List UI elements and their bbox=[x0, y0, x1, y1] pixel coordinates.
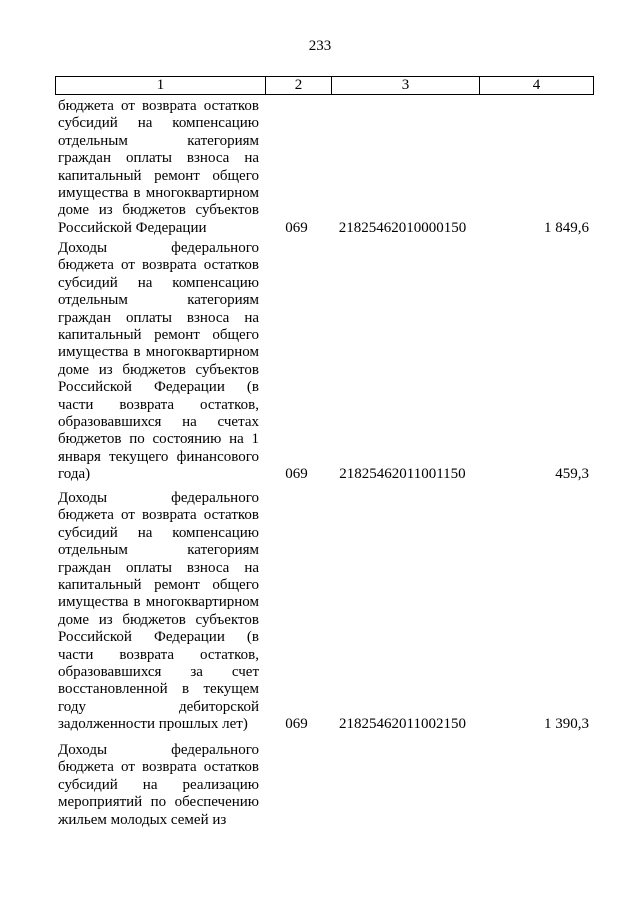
page-number: 233 bbox=[308, 38, 332, 54]
description-line: субсидий на компенсацию bbox=[58, 524, 259, 541]
description-line: бюджетов по состоянию на 1 bbox=[58, 431, 259, 448]
description-line: субсидий на реализацию bbox=[58, 776, 259, 793]
description-line: граждан оплаты взноса на bbox=[58, 309, 259, 326]
description-line: задолженности прошлых лет) bbox=[58, 716, 248, 733]
admin-code-cell: 069 bbox=[285, 716, 308, 733]
income-description bbox=[58, 742, 259, 829]
description-line: Российской Федерации (в bbox=[58, 629, 259, 646]
description-line: Российской Федерации bbox=[58, 219, 207, 236]
description-line: доме из бюджетов субъектов bbox=[58, 202, 259, 219]
description-line: субсидий на компенсацию bbox=[58, 274, 259, 291]
description-line: отдельным категориям bbox=[58, 132, 259, 149]
description-line: части возврата остатков, bbox=[58, 646, 259, 663]
description-line: году дебиторской bbox=[58, 698, 259, 715]
admin-code-cell: 069 bbox=[285, 219, 308, 236]
description-line: доме из бюджетов субъектов bbox=[58, 611, 259, 628]
budget-code-cell: 21825462011002150 bbox=[339, 716, 466, 733]
description-line: имущества в многоквартирном bbox=[58, 344, 259, 361]
budget-code-cell: 21825462011001150 bbox=[339, 466, 466, 483]
column-header-4: 4 bbox=[480, 77, 594, 95]
description-line: Российской Федерации (в bbox=[58, 379, 259, 396]
description-line: января текущего финансового bbox=[58, 448, 259, 465]
description-line: Доходы федерального bbox=[58, 490, 259, 506]
budget-code-cell: 21825462010000150 bbox=[338, 219, 467, 236]
description-line: Доходы федерального bbox=[58, 240, 259, 256]
column-header-1: 1 bbox=[56, 77, 266, 95]
column-header-2: 2 bbox=[266, 77, 332, 95]
description-line: бюджета от возврата остатков bbox=[58, 759, 259, 776]
column-header-row bbox=[55, 76, 594, 95]
description-line: бюджета от возврата остатков bbox=[58, 257, 259, 274]
description-line: капитальный ремонт общего bbox=[58, 327, 259, 344]
description-line: отдельным категориям bbox=[58, 292, 259, 309]
description-line: бюджета от возврата остатков bbox=[58, 507, 259, 524]
income-description bbox=[58, 240, 259, 484]
description-line: капитальный ремонт общего bbox=[58, 167, 259, 184]
description-line: капитальный ремонт общего bbox=[58, 577, 259, 594]
amount-cell: 459,3 bbox=[555, 466, 589, 483]
table-row bbox=[55, 240, 589, 484]
description-line: образовавшихся на счетах bbox=[58, 414, 259, 431]
description-line: имущества в многоквартирном bbox=[58, 594, 259, 611]
table-row bbox=[55, 98, 589, 237]
description-line: бюджета от возврата остатков bbox=[58, 98, 259, 114]
amount-cell: 1 390,3 bbox=[544, 716, 589, 733]
description-line: восстановленной в текущем bbox=[58, 681, 259, 698]
description-line: года) bbox=[58, 466, 91, 483]
description-line: жильем молодых семей из bbox=[58, 811, 227, 828]
income-description bbox=[58, 490, 259, 734]
description-line: Доходы федерального bbox=[58, 742, 259, 758]
description-line: граждан оплаты взноса на bbox=[58, 559, 259, 576]
description-line: части возврата остатков, bbox=[58, 396, 259, 413]
amount-cell: 1 849,6 bbox=[544, 219, 589, 236]
column-header-3: 3 bbox=[332, 77, 480, 95]
income-description bbox=[58, 98, 259, 237]
table-row bbox=[55, 490, 589, 734]
table-row bbox=[55, 742, 589, 829]
description-line: доме из бюджетов субъектов bbox=[58, 361, 259, 378]
admin-code-cell: 069 bbox=[285, 466, 308, 483]
description-line: граждан оплаты взноса на bbox=[58, 150, 259, 167]
description-line: имущества в многоквартирном bbox=[58, 185, 259, 202]
description-line: субсидий на компенсацию bbox=[58, 115, 259, 132]
description-line: отдельным категориям bbox=[58, 542, 259, 559]
description-line: мероприятий по обеспечению bbox=[58, 794, 259, 811]
description-line: образовавшихся за счет bbox=[58, 664, 259, 681]
